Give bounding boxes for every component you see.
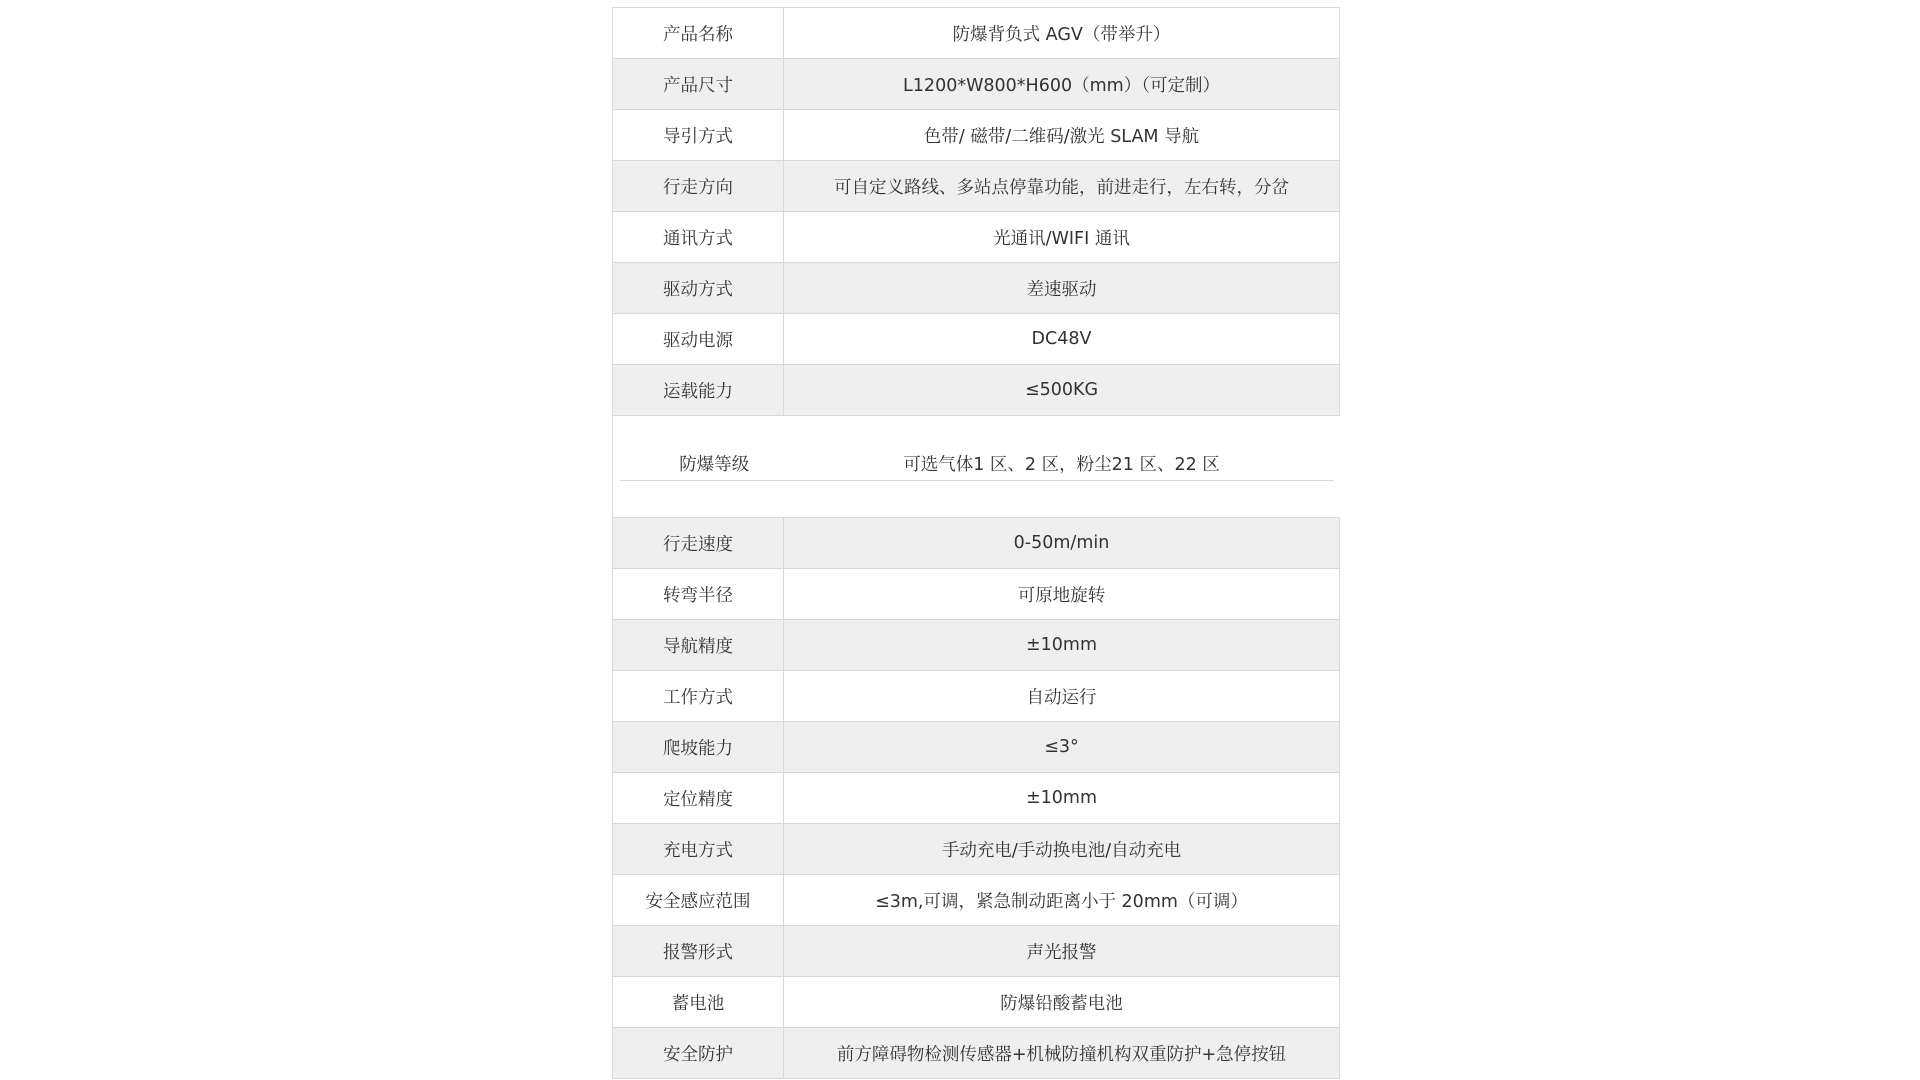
table-row bbox=[613, 8, 1340, 59]
spec-label: 驱动电源 bbox=[613, 314, 784, 365]
spec-value: 光通讯/WIFI 通讯 bbox=[784, 212, 1340, 263]
table-row bbox=[613, 620, 1340, 671]
spec-label: 行走速度 bbox=[613, 518, 784, 569]
table-row bbox=[613, 59, 1340, 110]
spec-value-cell bbox=[784, 416, 1340, 518]
table-row bbox=[613, 722, 1340, 773]
table-row bbox=[613, 110, 1340, 161]
spec-label: 产品名称 bbox=[613, 8, 784, 59]
spec-value: ≤3m,可调，紧急制动距离小于 20mm（可调） bbox=[784, 875, 1340, 926]
spec-label: 爬坡能力 bbox=[613, 722, 784, 773]
spec-label: 报警形式 bbox=[613, 926, 784, 977]
spec-value: 色带/ 磁带/二维码/激光 SLAM 导航 bbox=[784, 110, 1340, 161]
spec-value: 防爆背负式 AGV（带举升） bbox=[784, 8, 1340, 59]
spec-value: 防爆铅酸蓄电池 bbox=[784, 977, 1340, 1028]
spec-value: 手动充电/手动换电池/自动充电 bbox=[784, 824, 1340, 875]
spec-value: 0-50m/min bbox=[784, 518, 1340, 569]
spec-label: 充电方式 bbox=[613, 824, 784, 875]
table-row bbox=[613, 773, 1340, 824]
table-row bbox=[613, 569, 1340, 620]
spec-value: ±10mm bbox=[784, 773, 1340, 824]
table-row bbox=[613, 314, 1340, 365]
spec-value: 可原地旋转 bbox=[784, 569, 1340, 620]
spec-label: 防爆等级 bbox=[679, 455, 750, 475]
spec-label: 蓄电池 bbox=[613, 977, 784, 1028]
spec-value: DC48V bbox=[784, 314, 1340, 365]
spec-label: 导引方式 bbox=[613, 110, 784, 161]
spec-label: 转弯半径 bbox=[613, 569, 784, 620]
spec-value: L1200*W800*H600（mm）（可定制） bbox=[784, 59, 1340, 110]
table-row bbox=[613, 263, 1340, 314]
table-row bbox=[613, 161, 1340, 212]
spec-value: ≤500KG bbox=[784, 365, 1340, 416]
spec-value: 声光报警 bbox=[784, 926, 1340, 977]
table-row bbox=[613, 875, 1340, 926]
spec-value: 可自定义路线、多站点停靠功能，前进走行，左右转，分岔 bbox=[784, 161, 1340, 212]
spec-label: 安全感应范围 bbox=[613, 875, 784, 926]
spec-value: 可选气体1 区、2 区，粉尘21 区、22 区 bbox=[903, 455, 1220, 475]
spec-value: ±10mm bbox=[784, 620, 1340, 671]
spec-label-cell bbox=[613, 416, 784, 518]
spec-value: ≤3° bbox=[784, 722, 1340, 773]
spec-value: 自动运行 bbox=[784, 671, 1340, 722]
table-row bbox=[613, 365, 1340, 416]
table-row bbox=[613, 926, 1340, 977]
spec-label: 工作方式 bbox=[613, 671, 784, 722]
table-row-tall bbox=[613, 416, 1340, 518]
spec-table bbox=[612, 7, 1340, 1079]
spec-label: 安全防护 bbox=[613, 1028, 784, 1079]
spec-label: 运载能力 bbox=[613, 365, 784, 416]
spec-label: 行走方向 bbox=[613, 161, 784, 212]
table-row bbox=[613, 1028, 1340, 1079]
table-row bbox=[613, 671, 1340, 722]
table-row bbox=[613, 518, 1340, 569]
spec-label: 驱动方式 bbox=[613, 263, 784, 314]
table-row bbox=[613, 824, 1340, 875]
spec-value: 差速驱动 bbox=[784, 263, 1340, 314]
spec-label: 通讯方式 bbox=[613, 212, 784, 263]
spec-label: 定位精度 bbox=[613, 773, 784, 824]
spec-label: 产品尺寸 bbox=[613, 59, 784, 110]
spec-value: 前方障碍物检测传感器+机械防撞机构双重防护+急停按钮 bbox=[784, 1028, 1340, 1079]
spec-label: 导航精度 bbox=[613, 620, 784, 671]
row-divider bbox=[620, 480, 784, 481]
table-row bbox=[613, 977, 1340, 1028]
row-divider bbox=[784, 480, 1334, 481]
table-row bbox=[613, 212, 1340, 263]
